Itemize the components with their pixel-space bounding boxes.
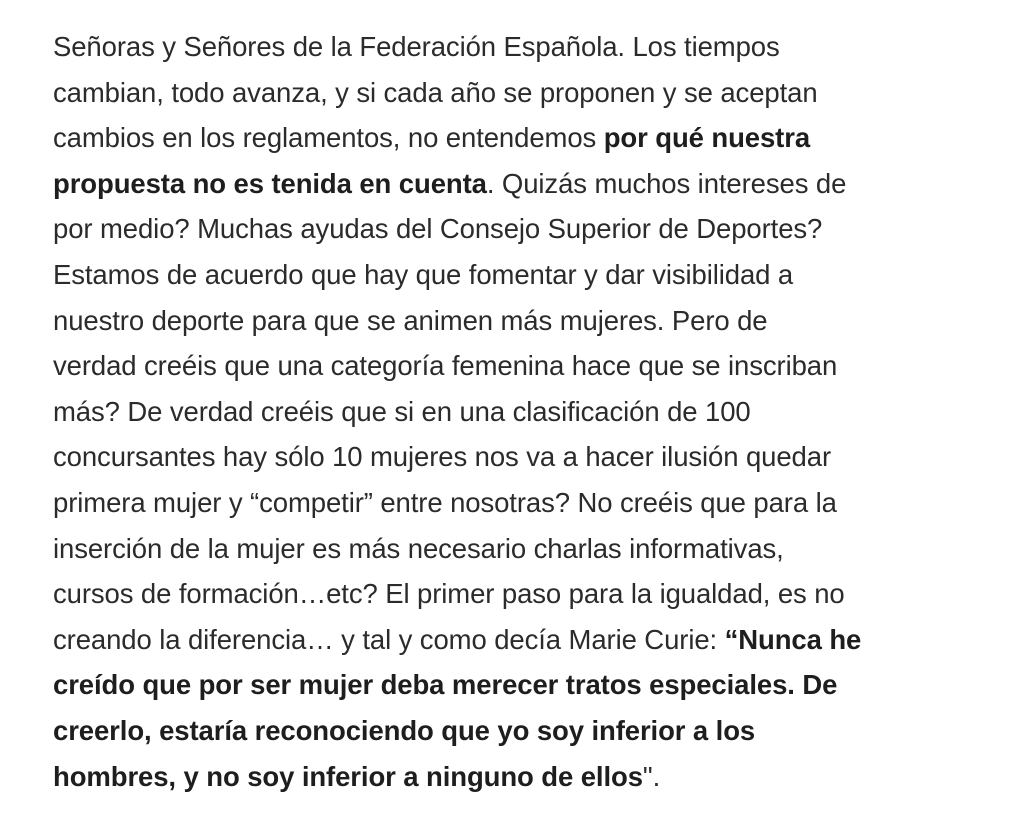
text-line (53, 571, 953, 617)
text-line (53, 526, 953, 572)
bold-text-run: propuesta no es tenida en cuenta (53, 167, 487, 199)
text-line (53, 70, 953, 116)
text-run: Estamos de acuerdo que hay que fomentar y dar visibilidad a (53, 258, 794, 290)
text-run: por medio? Muchas ayudas del Consejo Superior de Deportes? (53, 213, 823, 245)
text-line (53, 24, 953, 70)
bold-text-run: “Nunca he (724, 623, 862, 655)
text-line (53, 252, 953, 298)
text-run: . Quizás muchos intereses de (486, 167, 847, 199)
text-run: Señoras y Señores de la Federación Española. Los tiempos (53, 31, 780, 62)
text-line (53, 617, 953, 663)
text-line (53, 434, 953, 480)
text-line (53, 206, 953, 252)
text-line (53, 708, 953, 754)
text-run: ". (642, 760, 661, 792)
text-run: cambian, todo avanza, y si cada año se proponen y se aceptan (53, 76, 818, 108)
bold-text-run: por qué nuestra (603, 122, 811, 154)
text-run: primera mujer y “competir” entre nosotras? No creéis que para la (53, 486, 837, 518)
text-line (53, 480, 953, 526)
text-line (53, 298, 953, 344)
text-run: creando la diferencia… y tal y como decía Marie Curie: (53, 623, 725, 655)
bold-text-run: creído que por ser mujer deba merecer tratos especiales. De (53, 669, 838, 701)
text-line (53, 754, 953, 800)
text-run: cambios en los reglamentos, no entendemos (53, 122, 604, 154)
text-run: inserción de la mujer es más necesario charlas informativas, (53, 532, 784, 564)
text-line (53, 662, 953, 708)
text-run: más? De verdad creéis que si en una clasificación de 100 (53, 395, 751, 427)
text-line (53, 343, 953, 389)
bold-text-run: creerlo, estaría reconociendo que yo soy inferior a los (53, 714, 756, 746)
text-run: verdad creéis que una categoría femenina hace que se inscriban (53, 350, 838, 382)
text-line (53, 161, 953, 207)
text-line (53, 389, 953, 435)
text-run: concursantes hay sólo 10 mujeres nos va a hacer ilusión quedar (53, 441, 832, 473)
text-line (53, 115, 953, 161)
text-run: nuestro deporte para que se animen más mujeres. Pero de (53, 304, 768, 336)
article-paragraph (53, 24, 953, 799)
text-run: cursos de formación…etc? El primer paso para la igualdad, es no (53, 578, 845, 610)
bold-text-run: hombres, y no soy inferior a ninguno de ellos (53, 760, 643, 792)
